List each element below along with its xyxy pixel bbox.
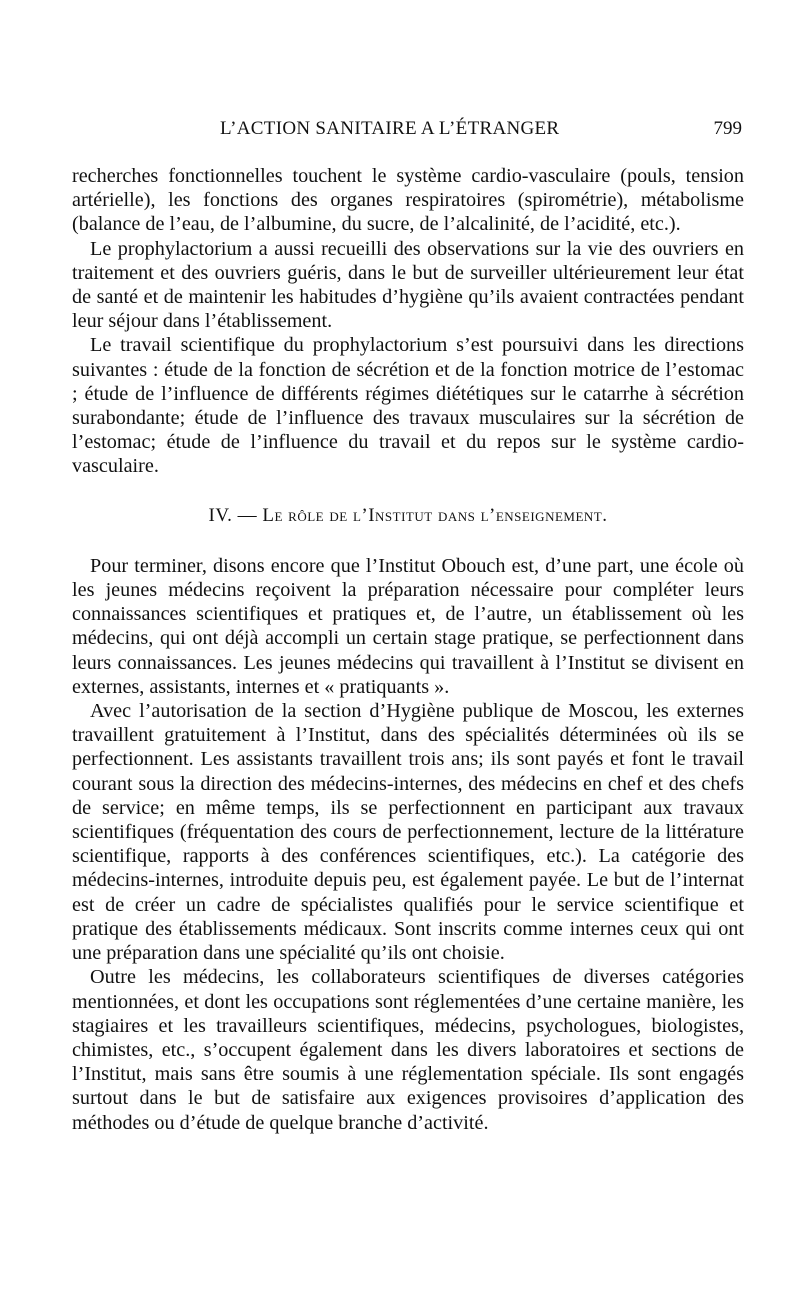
paragraph: recherches fonctionnelles touchent le système cardio-vasculaire (pouls, tension artérielle), les fonctions des organes respiratoires (spirométrie), métabolisme (balance de l’eau, de l’albumine, du sucre, de l’alcalinité, de l’acidité, etc.). — [72, 165, 744, 236]
section-numeral: IV. — — [208, 504, 258, 526]
paragraph: Outre les médecins, les collaborateurs scientifiques de diverses catégories mentionnées, et dont les occupations sont réglementées d’une certaine manière, les stagiaires et les travailleurs scientifiques, médecins, psychologues, biologistes, chimistes, etc., s’occupent également dans les divers laboratoires et sections de l’Institut, mais sans être soumis à une réglementation spéciale. Ils sont engagés surtout dans le but de satisfaire aux exigences provisoires d’application des méthodes ou d’étude de quelque branche d’activité. — [72, 966, 744, 1134]
page-number: 799 — [713, 118, 742, 139]
paragraph: Pour terminer, disons encore que l’Institut Obouch est, d’une part, une école où les jeunes médecins reçoivent la préparation nécessaire pour compléter leurs connaissances scientifiques et pratiques et, de l’autre, un établissement où les médecins, qui ont déjà accompli un certain stage pratique, se perfectionnent dans leurs connaissances. Les jeunes médecins qui travaillent à l’Institut se divisent en externes, assistants, internes et « pratiquants ». — [72, 554, 744, 698]
section-title: Le rôle de l’Institut dans l’enseignement. — [262, 504, 608, 526]
paragraph: Le prophylactorium a aussi recueilli des observations sur la vie des ouvriers en traitement et des ouvriers guéris, dans le but de surveiller ultérieurement leur état de santé et de maintenir les habitudes d’hygiène qu’ils avaient contractées pendant leur séjour dans l’établissement. — [72, 237, 744, 333]
running-title: L’ACTION SANITAIRE A L’ÉTRANGER — [220, 118, 560, 139]
paragraph: Avec l’autorisation de la section d’Hygiène publique de Moscou, les externes travaillent gratuitement à l’Institut, dans des spécialités déterminées où ils se perfectionnent. Les assistants travaillent trois ans; ils sont payés et font le travail courant sous la direction des médecins-internes, des médecins en chef et des chefs de service; en même temps, ils se perfectionnent en participant aux travaux scientifiques (fréquentation des cours de perfectionnement, lecture de la littérature scientifique, rapports à des conférences scientifiques, etc.). La catégorie des médecins-internes, introduite depuis peu, est également payée. Le but de l’internat est de créer un cadre de spécialistes qualifiés pour le service scientifique et pratique des établissements médicaux. Sont inscrits comme internes ceux qui ont une préparation dans une spécialité qu’ils ont choisie. — [72, 700, 744, 965]
body-text — [72, 164, 744, 1135]
section-heading — [72, 504, 744, 528]
paragraph: Le travail scientifique du prophylactorium s’est poursuivi dans les directions suivantes : étude de la fonction de sécrétion et de la fonction motrice de l’estomac ; étude de l’influence de différents régimes diététiques sur le catarrhe à sécrétion surabondante; étude de l’influence des travaux musculaires sur la sécrétion de l’estomac; étude de l’influence du travail et du repos sur le système cardio-vasculaire. — [72, 334, 744, 478]
page-header — [72, 118, 742, 144]
